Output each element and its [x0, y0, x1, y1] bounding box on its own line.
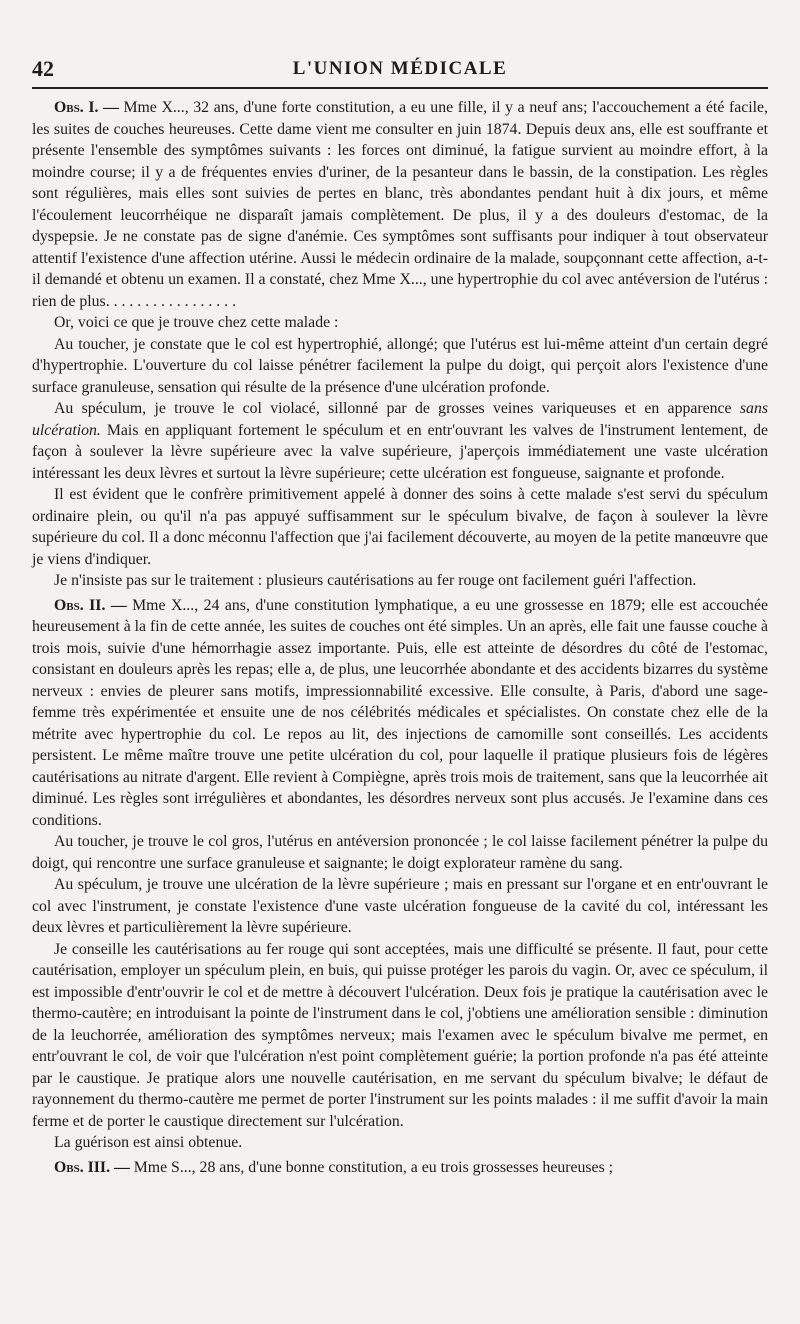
paragraph: [32, 939, 768, 1133]
paragraph-obs-2: [32, 595, 768, 832]
paragraph: [32, 312, 768, 334]
paragraph: [32, 1132, 768, 1154]
paragraph-obs-3: [32, 1157, 768, 1179]
header-rule: [32, 87, 768, 89]
paragraph-text: Or, voici ce que je trouve chez cette malade :: [54, 314, 339, 331]
paragraph: [32, 831, 768, 874]
paragraph: [32, 570, 768, 592]
paragraph-text: Au spéculum, je trouve une ulcération de la lèvre supérieure ; mais en pressant sur l'organe et en entr'ouvrant le col avec l'instrument, je constate l'existence d'une vaste ulcération fongueuse de la cavité du col, intéressant les deux lèvres et particulièrement la lèvre supérieure.: [32, 876, 768, 936]
paragraph-text: Mme S..., 28 ans, d'une bonne constitution, a eu trois grossesses heureuses ;: [133, 1158, 614, 1176]
page-number: 42: [32, 56, 54, 81]
paragraph-text: Mme X..., 24 ans, d'une constitution lymphatique, a eu une grossesse en 1879; elle est accouchée heureusement à la fin de cette année, les suites de couches ont été simples. Un an après, elle fait une fausse couche à trois mois, suivie d'une hémorrhagie assez importante. Puis, elle est atteinte de désordres du côté de l'estomac, consistant en douleurs après les repas; elle a, de plus, une leucorrhée abondante et des accidents bizarres du système nerveux : envies de pleurer sans motifs, impressionnabilité excessive. Elle consulte, à Paris, d'abord une sage-femme très expérimentée et ensuite une de nos célébrités médicales et spécialistes. On constate chez elle de la métrite avec hypertrophie du col. Le repos au lit, des injections de camomille sont conseillés. Les accidents persistent. Le même maître trouve une petite ulcération du col, pour laquelle il pratique plusieurs fois de légères cautérisations au nitrate d'argent. Elle revient à Compiègne, après trois mois de traitement, sans que la leucorrhée ait diminué. Les règles sont irrégulières et abondantes, les désordres nerveux sont plus accusés. Je l'examine dans ces conditions.: [32, 596, 768, 829]
paragraph-text: Je conseille les cautérisations au fer rouge qui sont acceptées, mais une difficulté se présente. Il faut, pour cette cautérisation, employer un spéculum plein, en buis, qui puisse protéger les parois du vagin. Or, avec ce spéculum, il est impossible d'entr'ouvrir le col et de mettre à découvert l'ulcération. Deux fois je pratique la cautérisation avec le thermo-cautère; en introduisant la pointe de l'instrument dans le col, j'obtiens une amélioration sensible : diminution de la leuchorrée, amélioration des symptômes nerveux; mais l'examen avec le spéculum bivalve me permet, en entr'ouvrant le col, de voir que l'ulcération n'est point complètement guérie; la portion profonde n'a pas été atteinte par le caustique. Je pratique alors une nouvelle cautérisation, en me servant du spéculum bivalve; le défaut de rayonnement du thermo-cautère me permet de porter l'instrument sur les points malades : il me suffit d'avoir la main ferme et de porter le caustique directement sur l'ulcération.: [32, 940, 768, 1130]
paragraph-text: Au toucher, je constate que le col est hypertrophié, allongé; que l'utérus est lui-même atteint d'un certain degré d'hypertrophie. L'ouverture du col laisse pénétrer facilement la pulpe du doigt, qui perçoit alors l'existence d'une surface granuleuse, sensation qui résulte de la présence d'une ulcération profonde.: [32, 335, 768, 396]
observation-label: Obs. III. —: [54, 1158, 134, 1176]
paragraph-text: La guérison est ainsi obtenue.: [54, 1134, 243, 1151]
paragraph-text: Au spéculum, je trouve le col violacé, sillonné par de grosses veines variqueuses et en apparence: [54, 400, 740, 417]
italic-phrase: sans ulcération.: [32, 400, 768, 439]
paragraph-text-tail: Mais en appliquant fortement le spéculum et en entr'ouvrant les valves de l'instrument lentement, de façon à soulever la lèvre supérieure avec la valve supérieure, j'aperçois immédiatement une vaste ulcération intéressant les deux lèvres et surtout la lèvre supérieure; cette ulcération est fongueuse, saignante et profonde.: [32, 421, 768, 482]
observation-label: Obs. I. —: [54, 99, 124, 116]
paragraph-text: Mme X..., 32 ans, d'une forte constitution, a eu une fille, il y a neuf ans; l'accouchement a été facile, les suites de couches heureuses. Cette dame vient me consulter en juin 1874. Depuis deux ans, elle est souffrante et présente l'ensemble des symptômes suivants : les forces ont diminué, la fatigue survient au moindre effort, à la moindre course; il y a de fréquentes envies d'uriner, de la pesanteur dans le bassin, de la constipation. Les règles sont régulières, mais elles sont suivies de pertes en blanc, très abondantes pendant huit à dix jours, et même l'écoulement leucorrhéique ne disparaît jamais complètement. De plus, il y a des douleurs d'estomac, de la dyspepsie. Je ne constate pas de signe d'anémie. Ces symptômes sont suffisants pour indiquer à tout observateur attentif l'existence d'une affection utérine. Aussi le médecin ordinaire de la malade, soupçonnant cette affection, a-t-il demandé et obtenu un examen. Il a constaté, chez Mme X..., une hypertrophie du col avec antéversion de l'utérus : rien de plus. . . . . . . . . . . . . . . . .: [32, 99, 768, 310]
paragraph: [32, 874, 768, 939]
article-body: [32, 97, 768, 1178]
paragraph: [32, 398, 768, 484]
paragraph-text: Il est évident que le confrère primitivement appelé à donner des soins à cette malade s'est servi du spéculum ordinaire plein, ou qu'il n'a pas appuyé suffisamment sur le spéculum bivalve, de façon à soulever la lèvre supérieure du col. Il a donc méconnu l'affection que j'ai facilement découverte, au moyen de la petite manœuvre que je viens d'indiquer.: [32, 486, 768, 568]
paragraph: [32, 334, 768, 399]
paragraph-text: Je n'insiste pas sur le traitement : plusieurs cautérisations au fer rouge ont facilement guéri l'affection.: [54, 572, 697, 589]
running-title: L'UNION MÉDICALE: [292, 58, 508, 79]
observation-label: Obs. II. —: [54, 596, 133, 614]
paragraph-obs-1: [32, 97, 768, 312]
paragraph: [32, 484, 768, 570]
paragraph-text: Au toucher, je trouve le col gros, l'utérus en antéversion prononcée ; le col laisse facilement pénétrer la pulpe du doigt, qui rencontre une surface granuleuse et saignante; le doigt explorateur ramène du sang.: [32, 833, 768, 872]
page-header: [32, 52, 768, 88]
